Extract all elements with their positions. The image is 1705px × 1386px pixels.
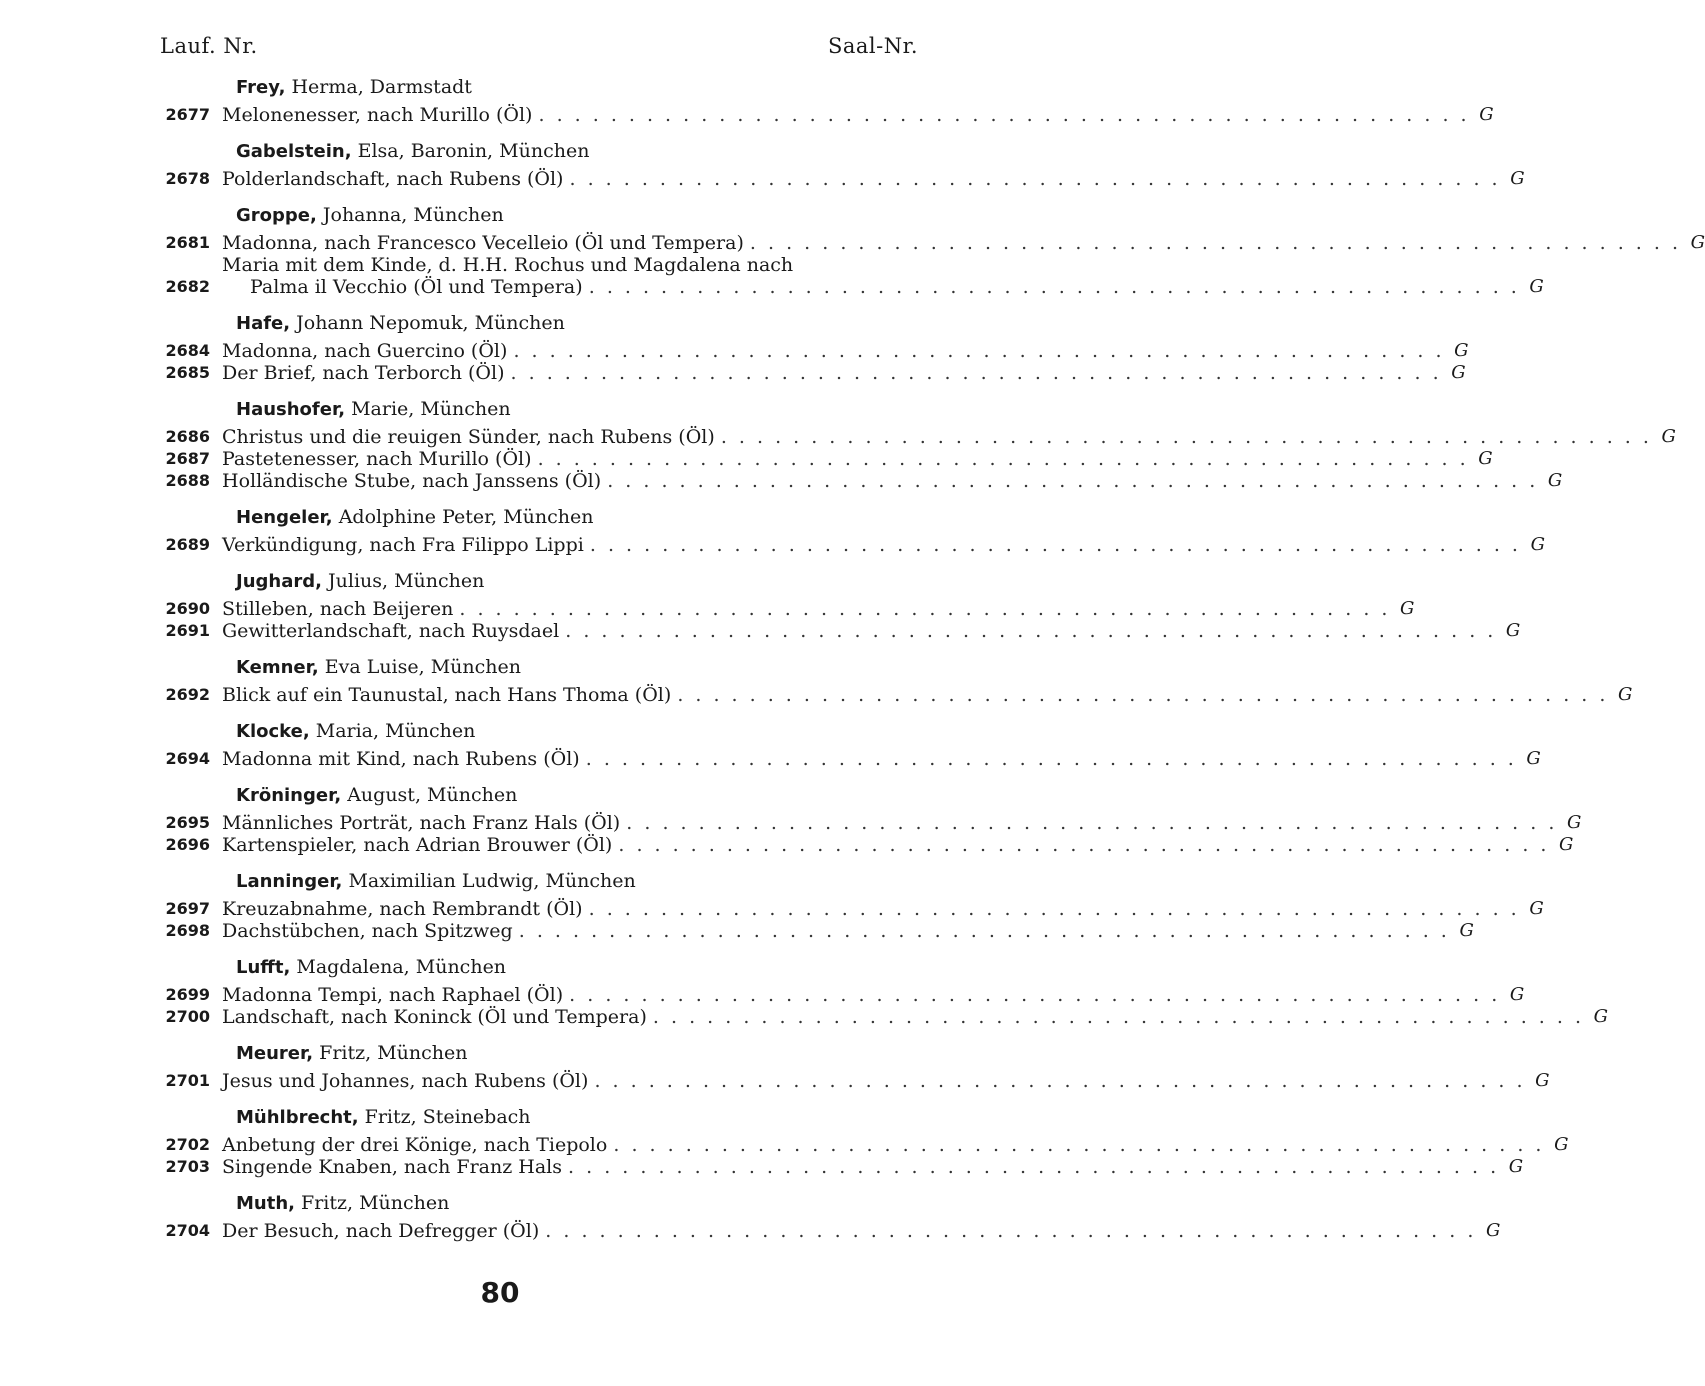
dot-leader: . . . . . . . . . . . . . . . . . . . . . . . . . . . . . . . . . . . . . . . . . . . . . . . . . . . .: [510, 362, 1442, 384]
work-title: Maria mit dem Kinde, d. H.H. Rochus und Magdalena nach: [222, 254, 794, 276]
work-title: Kartenspieler, nach Adrian Brouwer (Öl): [222, 834, 613, 856]
artist-info: Johann Nepomuk, München: [296, 312, 565, 334]
lauf-number: 2681: [165, 233, 210, 252]
lauf-number: 2701: [165, 1071, 210, 1090]
lauf-number: 2704: [165, 1221, 210, 1240]
artist-name: Klocke,: [236, 721, 310, 742]
lauf-number: 2684: [165, 341, 210, 360]
catalog-row: [140, 920, 1474, 942]
lauf-number: 2691: [165, 621, 210, 640]
artist-info: Maria, München: [315, 720, 476, 742]
artist-heading: [140, 310, 915, 336]
work-title: Madonna mit Kind, nach Rubens (Öl): [222, 748, 580, 770]
lauf-number: 2686: [165, 427, 210, 446]
lauf-number: 2689: [165, 535, 210, 554]
work-title: Melonenesser, nach Murillo (Öl): [222, 104, 533, 126]
work-title: Christus und die reuigen Sünder, nach Rubens (Öl): [222, 426, 715, 448]
work-title: Verkündigung, nach Fra Filippo Lippi: [222, 534, 584, 556]
lauf-number: 2688: [165, 471, 210, 490]
catalog-row: [140, 812, 1582, 834]
lauf-number: 2695: [165, 813, 210, 832]
work-title-cell: [222, 1006, 1584, 1028]
artist-info: Johanna, München: [322, 204, 504, 226]
catalog-row: [140, 620, 1521, 642]
work-title: Gewitterlandschaft, nach Ruysdael: [222, 620, 560, 642]
artist-name: Haushofer,: [236, 399, 346, 420]
catalog-row: [140, 232, 1705, 254]
dot-leader: . . . . . . . . . . . . . . . . . . . . . . . . . . . . . . . . . . . . . . . . . . . . . . . . . . . .: [626, 812, 1558, 834]
lauf-number: 2677: [165, 105, 210, 124]
work-title: Blick auf ein Taunustal, nach Hans Thoma (Öl): [222, 684, 672, 706]
lauf-number: 2702: [165, 1135, 210, 1154]
work-title-cell: [222, 834, 1549, 856]
work-title: Stilleben, nach Beijeren: [222, 598, 454, 620]
catalog-row: [140, 898, 1544, 920]
work-title: Anbetung der drei Könige, nach Tiepolo: [222, 1134, 608, 1156]
catalog-row: [140, 340, 1469, 362]
dot-leader: . . . . . . . . . . . . . . . . . . . . . . . . . . . . . . . . . . . . . . . . . . . . . . . . . . . .: [677, 684, 1609, 706]
catalog-row: [140, 684, 1633, 706]
lauf-number: 2687: [165, 449, 210, 468]
dot-leader: . . . . . . . . . . . . . . . . . . . . . . . . . . . . . . . . . . . . . . . . . . . . . . . . . . . .: [459, 598, 1391, 620]
artist-name: Mühlbrecht,: [236, 1107, 359, 1128]
catalog-row: [140, 470, 1563, 492]
work-title: Madonna, nach Guercino (Öl): [222, 340, 508, 362]
artist-name: Hengeler,: [236, 507, 333, 528]
artist-name: Frey,: [236, 77, 286, 98]
artist-heading: [140, 74, 915, 100]
saal-number: G: [1451, 362, 1466, 383]
saal-number: G: [1509, 984, 1525, 1005]
catalog-row: [140, 534, 1545, 556]
artist-name: Kröninger,: [236, 785, 342, 806]
saal-number: G: [1554, 1134, 1569, 1155]
artist-name: Hafe,: [236, 313, 291, 334]
artist-heading: [140, 954, 915, 980]
work-title: Landschaft, nach Koninck (Öl und Tempera): [222, 1006, 647, 1028]
saal-number: G: [1529, 276, 1544, 297]
work-title-cell: [222, 470, 1538, 492]
page-number: 80: [480, 1276, 520, 1309]
dot-leader: . . . . . . . . . . . . . . . . . . . . . . . . . . . . . . . . . . . . . . . . . . . . . . . . . . . .: [538, 104, 1470, 126]
artist-heading: [140, 718, 915, 744]
work-title-cell: [222, 1070, 1526, 1092]
work-title-cell: [222, 748, 1517, 770]
artist-info: August, München: [347, 784, 518, 806]
work-title: Dachstübchen, nach Spitzweg: [222, 920, 513, 942]
work-title-cell: [222, 1134, 1544, 1156]
dot-leader: . . . . . . . . . . . . . . . . . . . . . . . . . . . . . . . . . . . . . . . . . . . . . . . . . . . .: [589, 534, 1521, 556]
saal-number: G: [1547, 470, 1563, 491]
lauf-number: 2690: [165, 599, 210, 618]
saal-number: G: [1485, 1220, 1501, 1241]
work-title: Singende Knaben, nach Franz Hals: [222, 1156, 562, 1178]
work-title-cell: [222, 920, 1450, 942]
dot-leader: . . . . . . . . . . . . . . . . . . . . . . . . . . . . . . . . . . . . . . . . . . . . . . . . . . . .: [537, 448, 1469, 470]
saal-number: G: [1526, 748, 1541, 769]
work-title-cell: [222, 898, 1520, 920]
artist-heading: [140, 654, 915, 680]
artist-heading: [140, 1104, 915, 1130]
dot-leader: . . . . . . . . . . . . . . . . . . . . . . . . . . . . . . . . . . . . . . . . . . . . . . . . . . . .: [585, 748, 1517, 770]
saal-number: G: [1661, 426, 1676, 447]
catalog-row: [140, 1220, 1501, 1242]
work-title-cell: [222, 104, 1470, 126]
work-title-cell: [222, 254, 1520, 298]
work-title: Holländische Stube, nach Janssens (Öl): [222, 470, 602, 492]
lauf-number: 2698: [165, 921, 210, 940]
artist-heading: [140, 396, 915, 422]
lauf-number: 2703: [165, 1157, 210, 1176]
work-title: Madonna, nach Francesco Vecelleio (Öl und Tempera): [222, 232, 744, 254]
work-title-cell: [222, 340, 1445, 362]
saal-number: G: [1459, 920, 1474, 941]
catalog-row: [140, 168, 1525, 190]
saal-number: G: [1530, 534, 1545, 555]
work-title: Polderlandschaft, nach Rubens (Öl): [222, 168, 564, 190]
lauf-number: 2700: [165, 1007, 210, 1026]
lauf-number: 2692: [165, 685, 210, 704]
saal-number: G: [1508, 1156, 1524, 1177]
lauf-number: 2694: [165, 749, 210, 768]
lauf-number: 2697: [165, 899, 210, 918]
dot-leader: . . . . . . . . . . . . . . . . . . . . . . . . . . . . . . . . . . . . . . . . . . . . . . . . . . . .: [618, 834, 1550, 856]
artist-info: Fritz, Steinebach: [364, 1106, 531, 1128]
saal-number: G: [1593, 1006, 1608, 1027]
artist-heading: [140, 202, 915, 228]
saal-number: G: [1479, 104, 1494, 125]
artist-info: Julius, München: [328, 570, 485, 592]
dot-leader: . . . . . . . . . . . . . . . . . . . . . . . . . . . . . . . . . . . . . . . . . . . . . . . . . . . .: [588, 276, 1520, 298]
artist-info: Fritz, München: [319, 1042, 468, 1064]
lauf-number: 2685: [165, 363, 210, 382]
work-title-cell: [222, 534, 1521, 556]
work-title: Madonna Tempi, nach Raphael (Öl): [222, 984, 564, 1006]
catalog-row: [140, 254, 1544, 298]
artist-heading: [140, 504, 915, 530]
artist-info: Fritz, München: [301, 1192, 450, 1214]
work-title: Kreuzabnahme, nach Rembrandt (Öl): [222, 898, 583, 920]
saal-number: G: [1400, 598, 1415, 619]
artist-name: Lanninger,: [236, 871, 343, 892]
dot-leader: . . . . . . . . . . . . . . . . . . . . . . . . . . . . . . . . . . . . . . . . . . . . . . . . . . . .: [513, 340, 1445, 362]
work-title-continuation: [222, 276, 1520, 298]
artist-info: Eva Luise, München: [324, 656, 521, 678]
header-saal-nr: Saal-Nr.: [827, 34, 918, 58]
artist-heading: [140, 568, 915, 594]
catalog-row: [140, 426, 1676, 448]
work-title-continuation-text: Palma il Vecchio (Öl und Tempera): [250, 276, 583, 298]
header-lauf-nr: Lauf. Nr.: [160, 34, 258, 58]
dot-leader: . . . . . . . . . . . . . . . . . . . . . . . . . . . . . . . . . . . . . . . . . . . . . . . . . . . .: [569, 168, 1501, 190]
catalog-row: [140, 1156, 1524, 1178]
dot-leader: . . . . . . . . . . . . . . . . . . . . . . . . . . . . . . . . . . . . . . . . . . . . . . . . . . . .: [568, 1156, 1500, 1178]
saal-number: G: [1529, 898, 1544, 919]
work-title-cell: [222, 362, 1442, 384]
catalog-row: [140, 1070, 1550, 1092]
artist-name: Lufft,: [236, 957, 291, 978]
dot-leader: . . . . . . . . . . . . . . . . . . . . . . . . . . . . . . . . . . . . . . . . . . . . . . . . . . . .: [565, 620, 1497, 642]
work-title-cell: [222, 812, 1557, 834]
lauf-number: 2678: [165, 169, 210, 188]
work-title-cell: [222, 168, 1501, 190]
lauf-number: 2696: [165, 835, 210, 854]
artist-name: Meurer,: [236, 1043, 314, 1064]
work-title: Der Besuch, nach Defregger (Öl): [222, 1220, 540, 1242]
dot-leader: . . . . . . . . . . . . . . . . . . . . . . . . . . . . . . . . . . . . . . . . . . . . . . . . . . . .: [720, 426, 1652, 448]
artist-info: Herma, Darmstadt: [291, 76, 472, 98]
artist-info: Adolphine Peter, München: [338, 506, 594, 528]
work-title-cell: [222, 448, 1469, 470]
work-title-cell: [222, 620, 1496, 642]
work-title-cell: [222, 426, 1652, 448]
catalog-row: [140, 598, 1415, 620]
work-title-cell: [222, 984, 1500, 1006]
catalog-entries: [140, 70, 1705, 1242]
artist-heading: [140, 1040, 915, 1066]
dot-leader: . . . . . . . . . . . . . . . . . . . . . . . . . . . . . . . . . . . . . . . . . . . . . . . . . . . .: [518, 920, 1450, 942]
lauf-number: 2682: [165, 277, 210, 296]
saal-number: G: [1559, 834, 1574, 855]
artist-name: Kemner,: [236, 657, 319, 678]
lauf-number: 2699: [165, 985, 210, 1004]
work-title-cell: [222, 1220, 1476, 1242]
work-title-cell: [222, 684, 1608, 706]
saal-number: G: [1510, 168, 1525, 189]
catalog-row: [140, 834, 1574, 856]
artist-heading: [140, 782, 915, 808]
work-title: Der Brief, nach Terborch (Öl): [222, 362, 505, 384]
saal-number: G: [1618, 684, 1633, 705]
dot-leader: . . . . . . . . . . . . . . . . . . . . . . . . . . . . . . . . . . . . . . . . . . . . . . . . . . . .: [588, 898, 1520, 920]
saal-number: G: [1535, 1070, 1550, 1091]
artist-heading: [140, 1190, 915, 1216]
dot-leader: . . . . . . . . . . . . . . . . . . . . . . . . . . . . . . . . . . . . . . . . . . . . . . . . . . . .: [594, 1070, 1526, 1092]
artist-heading: [140, 868, 915, 894]
artist-info: Magdalena, München: [296, 956, 507, 978]
work-title: Männliches Porträt, nach Franz Hals (Öl): [222, 812, 621, 834]
catalog-row: [140, 448, 1493, 470]
dot-leader: . . . . . . . . . . . . . . . . . . . . . . . . . . . . . . . . . . . . . . . . . . . . . . . . . . . .: [607, 470, 1539, 492]
artist-info: Marie, München: [351, 398, 511, 420]
artist-name: Jughard,: [236, 571, 322, 592]
artist-name: Muth,: [236, 1193, 295, 1214]
work-title: Jesus und Johannes, nach Rubens (Öl): [222, 1070, 589, 1092]
catalog-row: [140, 748, 1541, 770]
saal-number: G: [1454, 340, 1469, 361]
dot-leader: . . . . . . . . . . . . . . . . . . . . . . . . . . . . . . . . . . . . . . . . . . . . . . . . . . . .: [749, 232, 1681, 254]
dot-leader: . . . . . . . . . . . . . . . . . . . . . . . . . . . . . . . . . . . . . . . . . . . . . . . . . . . .: [613, 1134, 1545, 1156]
artist-info: Elsa, Baronin, München: [357, 140, 590, 162]
dot-leader: . . . . . . . . . . . . . . . . . . . . . . . . . . . . . . . . . . . . . . . . . . . . . . . . . . . .: [652, 1006, 1584, 1028]
dot-leader: . . . . . . . . . . . . . . . . . . . . . . . . . . . . . . . . . . . . . . . . . . . . . . . . . . . .: [545, 1220, 1477, 1242]
artist-name: Gabelstein,: [236, 141, 352, 162]
saal-number: G: [1478, 448, 1493, 469]
artist-name: Groppe,: [236, 205, 317, 226]
artist-info: Maximilian Ludwig, München: [348, 870, 636, 892]
work-title-cell: [222, 232, 1681, 254]
catalog-row: [140, 104, 1494, 126]
work-title-cell: [222, 598, 1390, 620]
saal-number: G: [1690, 232, 1705, 253]
saal-number: G: [1505, 620, 1521, 641]
catalog-row: [140, 984, 1525, 1006]
artist-heading: [140, 138, 915, 164]
catalog-row: [140, 1134, 1569, 1156]
catalog-row: [140, 1006, 1608, 1028]
work-title-cell: [222, 1156, 1499, 1178]
saal-number: G: [1566, 812, 1582, 833]
work-title: Pastetenesser, nach Murillo (Öl): [222, 448, 532, 470]
catalog-row: [140, 362, 1466, 384]
dot-leader: . . . . . . . . . . . . . . . . . . . . . . . . . . . . . . . . . . . . . . . . . . . . . . . . . . . .: [569, 984, 1501, 1006]
